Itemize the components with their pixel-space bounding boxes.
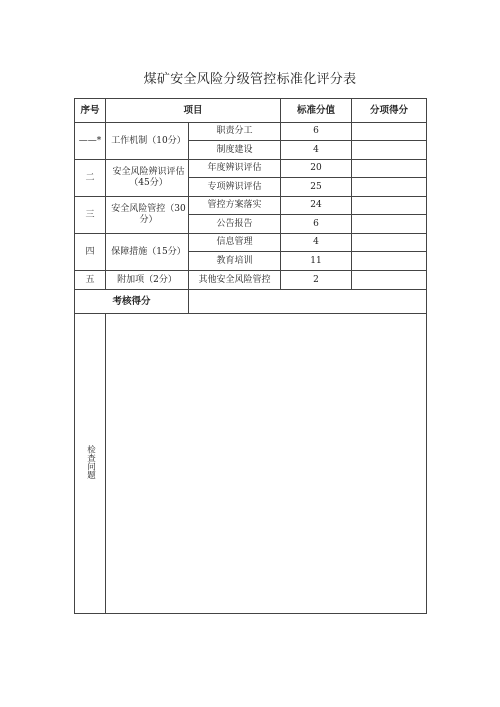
item-score-field[interactable]	[352, 178, 427, 197]
assessment-row	[75, 290, 427, 314]
standard-score: 4	[281, 234, 352, 252]
item-score-field[interactable]	[352, 160, 427, 178]
table-row	[75, 271, 427, 290]
subitem-name: 公告报告	[189, 215, 281, 234]
page-title: 煤矿安全风险分级管控标准化评分表	[143, 72, 357, 87]
group-name: 附加项（2分）	[106, 271, 189, 290]
subitem-name: 管控方案落实	[189, 197, 281, 215]
table-row	[75, 123, 427, 141]
group-seq: 三	[75, 197, 106, 234]
score-table	[74, 98, 427, 614]
subitem-name: 专项辨识评估	[189, 178, 281, 197]
header-standard-score: 标准分值	[281, 99, 352, 123]
header-row	[75, 99, 427, 123]
item-score-field[interactable]	[352, 197, 427, 215]
subitem-name: 信息管理	[189, 234, 281, 252]
table-row	[75, 197, 427, 215]
table-row	[75, 160, 427, 178]
item-score-field[interactable]	[352, 252, 427, 271]
subitem-name: 其他安全风险管控	[189, 271, 281, 290]
subitem-name: 职责分工	[189, 123, 281, 141]
group-seq: 二	[75, 160, 106, 197]
check-issues-field[interactable]	[106, 314, 427, 614]
subitem-name: 制度建设	[189, 141, 281, 160]
subitem-name: 教育培训	[189, 252, 281, 271]
standard-score: 6	[281, 215, 352, 234]
standard-score: 24	[281, 197, 352, 215]
item-score-field[interactable]	[352, 123, 427, 141]
item-score-field[interactable]	[352, 234, 427, 252]
header-item: 项目	[106, 99, 281, 123]
header-item-score: 分项得分	[352, 99, 427, 123]
group-name: 工作机制（10分）	[106, 123, 189, 160]
assessment-score-field[interactable]	[189, 290, 427, 314]
item-score-field[interactable]	[352, 141, 427, 160]
group-name: 保障措施（15分）	[106, 234, 189, 271]
item-score-field[interactable]	[352, 271, 427, 290]
group-seq: 五	[75, 271, 106, 290]
standard-score: 25	[281, 178, 352, 197]
check-issues-row	[75, 314, 427, 614]
check-issues-label-cell	[75, 314, 106, 614]
check-issues-label: 检查问题	[85, 444, 96, 479]
standard-score: 11	[281, 252, 352, 271]
item-score-field[interactable]	[352, 215, 427, 234]
standard-score: 4	[281, 141, 352, 160]
group-name: 安全风险辨识评估（45分）	[106, 160, 189, 197]
assessment-score-label: 考核得分	[75, 290, 189, 314]
standard-score: 6	[281, 123, 352, 141]
group-name: 安全风险管控（30分）	[106, 197, 189, 234]
group-seq: ——*	[75, 123, 106, 160]
standard-score: 2	[281, 271, 352, 290]
table-row	[75, 234, 427, 252]
group-seq: 四	[75, 234, 106, 271]
subitem-name: 年度辨识评估	[189, 160, 281, 178]
header-seq: 序号	[75, 99, 106, 123]
standard-score: 20	[281, 160, 352, 178]
